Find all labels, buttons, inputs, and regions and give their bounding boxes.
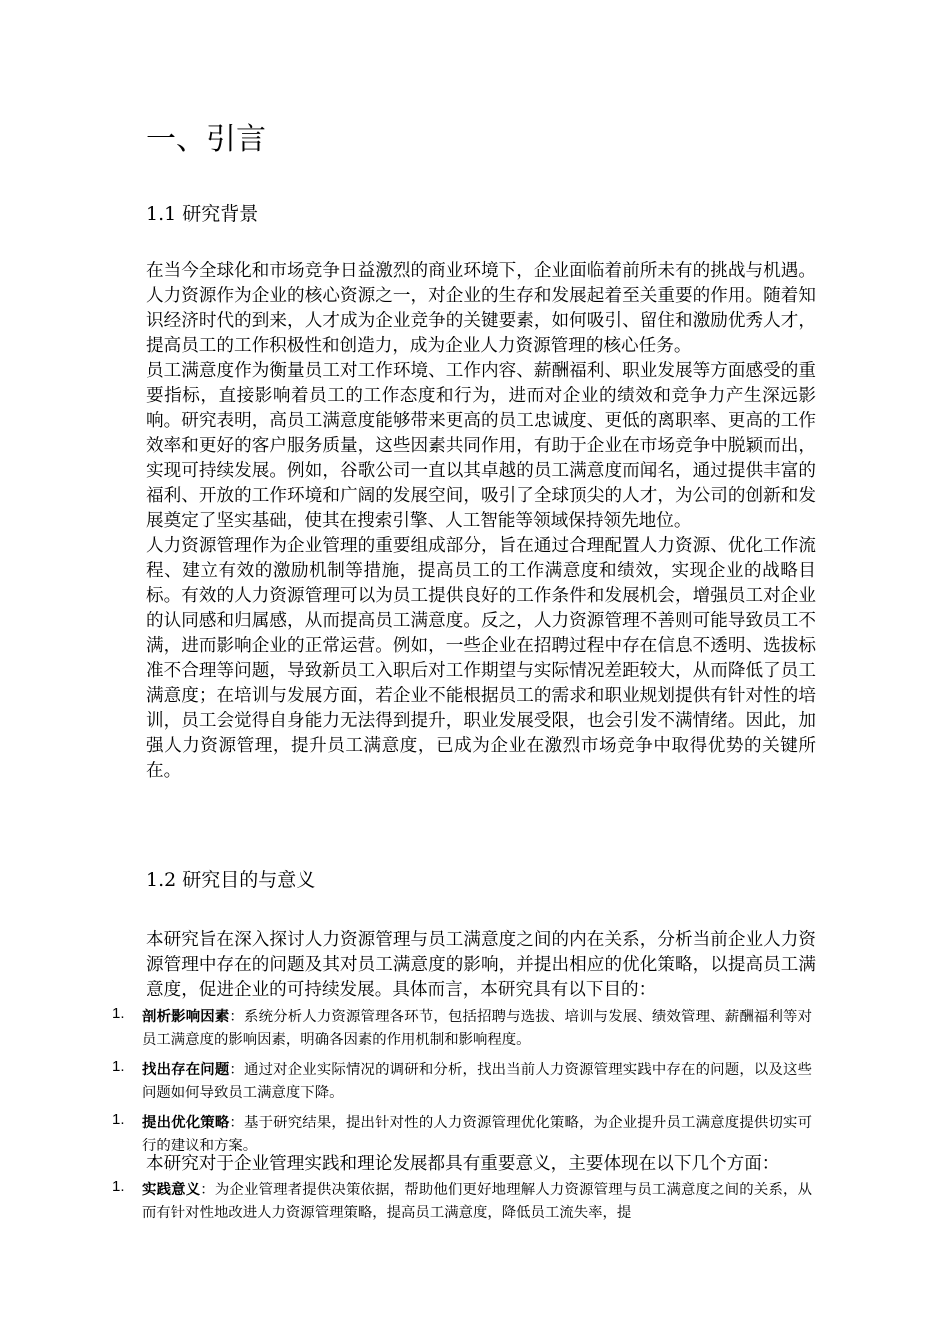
list-text: 系统分析人力资源管理各环节，包括招聘与选拔、培训与发展、绩效管理、薪酬福利等对员工满意度的影响因素，明确各因素的作用机制和影响程度。 (142, 1009, 812, 1048)
significance-list (112, 1178, 812, 1225)
chapter-heading: 一、引言 (146, 122, 266, 157)
list-text: 基于研究结果，提出针对性的人力资源管理优化策略，为企业提升员工满意度提供切实可行的建议和方案。 (142, 1115, 812, 1154)
section-title: 研究背景 (182, 203, 259, 225)
section-number: 1.1 (146, 203, 177, 225)
section-title: 研究目的与意义 (182, 869, 316, 891)
list-term: 实践意义 (142, 1181, 201, 1198)
list-marker: 1. (112, 1178, 125, 1195)
section-1-1-body (146, 259, 816, 784)
section-heading-1-2 (146, 866, 315, 894)
list-term: 提出优化策略 (142, 1114, 230, 1131)
section-heading-1-1 (146, 200, 258, 228)
list-item: 1. 实践意义：为企业管理者提供决策依据，帮助他们更好地理解人力资源管理与员工满意度之间的关系，从而有针对性地改进人力资源管理策略，提高员工满意度，降低员工流失率，提 (112, 1178, 812, 1221)
list-item: 1. 剖析影响因素：系统分析人力资源管理各环节，包括招聘与选拔、培训与发展、绩效管理、薪酬福利等对员工满意度的影响因素，明确各因素的作用机制和影响程度。 (112, 1005, 812, 1048)
paragraph: 在当今全球化和市场竞争日益激烈的商业环境下，企业面临着前所未有的挑战与机遇。人力资源作为企业的核心资源之一，对企业的生存和发展起着至关重要的作用。随着知识经济时代的到来，人才成为企业竞争的关键要素，如何吸引、留住和激励优秀人才，提高员工的工作积极性和创造力，成为企业人力资源管理的核心任务。 (146, 261, 816, 356)
list-item: 1. 提出优化策略：基于研究结果，提出针对性的人力资源管理优化策略，为企业提升员工满意度提供切实可行的建议和方案。 (112, 1111, 812, 1154)
list-term: 剖析影响因素 (142, 1008, 230, 1025)
list-marker: 1. (112, 1005, 125, 1022)
list-term: 找出存在问题 (142, 1061, 230, 1078)
section-1-2-intro: 本研究旨在深入探讨人力资源管理与员工满意度之间的内在关系，分析当前企业人力资源管理中存在的问题及其对员工满意度的影响，并提出相应的优化策略，以提高员工满意度，促进企业的可持续发展。具体而言，本研究具有以下目的： (146, 930, 816, 1000)
paragraph: 人力资源管理作为企业管理的重要组成部分，旨在通过合理配置人力资源、优化工作流程、建立有效的激励机制等措施，提高员工的工作满意度和绩效，实现企业的战略目标。有效的人力资源管理可以为员工提供良好的工作条件和发展机会，增强员工对企业的认同感和归属感，从而提高员工满意度。反之，人力资源管理不善则可能导致员工不满，进而影响企业的正常运营。例如，一些企业在招聘过程中存在信息不透明、选拔标准不合理等问题，导致新员工入职后对工作期望与实际情况差距较大，从而降低了员工满意度；在培训与发展方面，若企业不能根据员工的需求和职业规划提供有针对性的培训，员工会觉得自身能力无法得到提升，职业发展受限，也会引发不满情绪。因此，加强人力资源管理，提升员工满意度，已成为企业在激烈市场竞争中取得优势的关键所在。 (146, 536, 816, 781)
significance-intro: 本研究对于企业管理实践和理论发展都具有重要意义，主要体现在以下几个方面： (146, 1154, 780, 1174)
goals-list (112, 1005, 812, 1158)
list-item: 1. 找出存在问题：通过对企业实际情况的调研和分析，找出当前人力资源管理实践中存在的问题，以及这些问题如何导致员工满意度下降。 (112, 1058, 812, 1101)
section-number: 1.2 (146, 869, 177, 891)
list-text: 通过对企业实际情况的调研和分析，找出当前人力资源管理实践中存在的问题，以及这些问题如何导致员工满意度下降。 (142, 1062, 812, 1101)
paragraph: 员工满意度作为衡量员工对工作环境、工作内容、薪酬福利、职业发展等方面感受的重要指标，直接影响着员工的工作态度和行为，进而对企业的绩效和竞争力产生深远影响。研究表明，高员工满意度能够带来更高的员工忠诚度、更低的离职率、更高的工作效率和更好的客户服务质量，这些因素共同作用，有助于企业在市场竞争中脱颖而出，实现可持续发展。例如，谷歌公司一直以其卓越的员工满意度而闻名，通过提供丰富的福利、开放的工作环境和广阔的发展空间，吸引了全球顶尖的人才，为公司的创新和发展奠定了坚实基础，使其在搜索引擎、人工智能等领域保持领先地位。 (146, 361, 816, 531)
list-text: 为企业管理者提供决策依据，帮助他们更好地理解人力资源管理与员工满意度之间的关系，从而有针对性地改进人力资源管理策略，提高员工满意度，降低员工流失率，提 (142, 1182, 812, 1221)
list-marker: 1. (112, 1111, 125, 1128)
list-marker: 1. (112, 1058, 125, 1075)
